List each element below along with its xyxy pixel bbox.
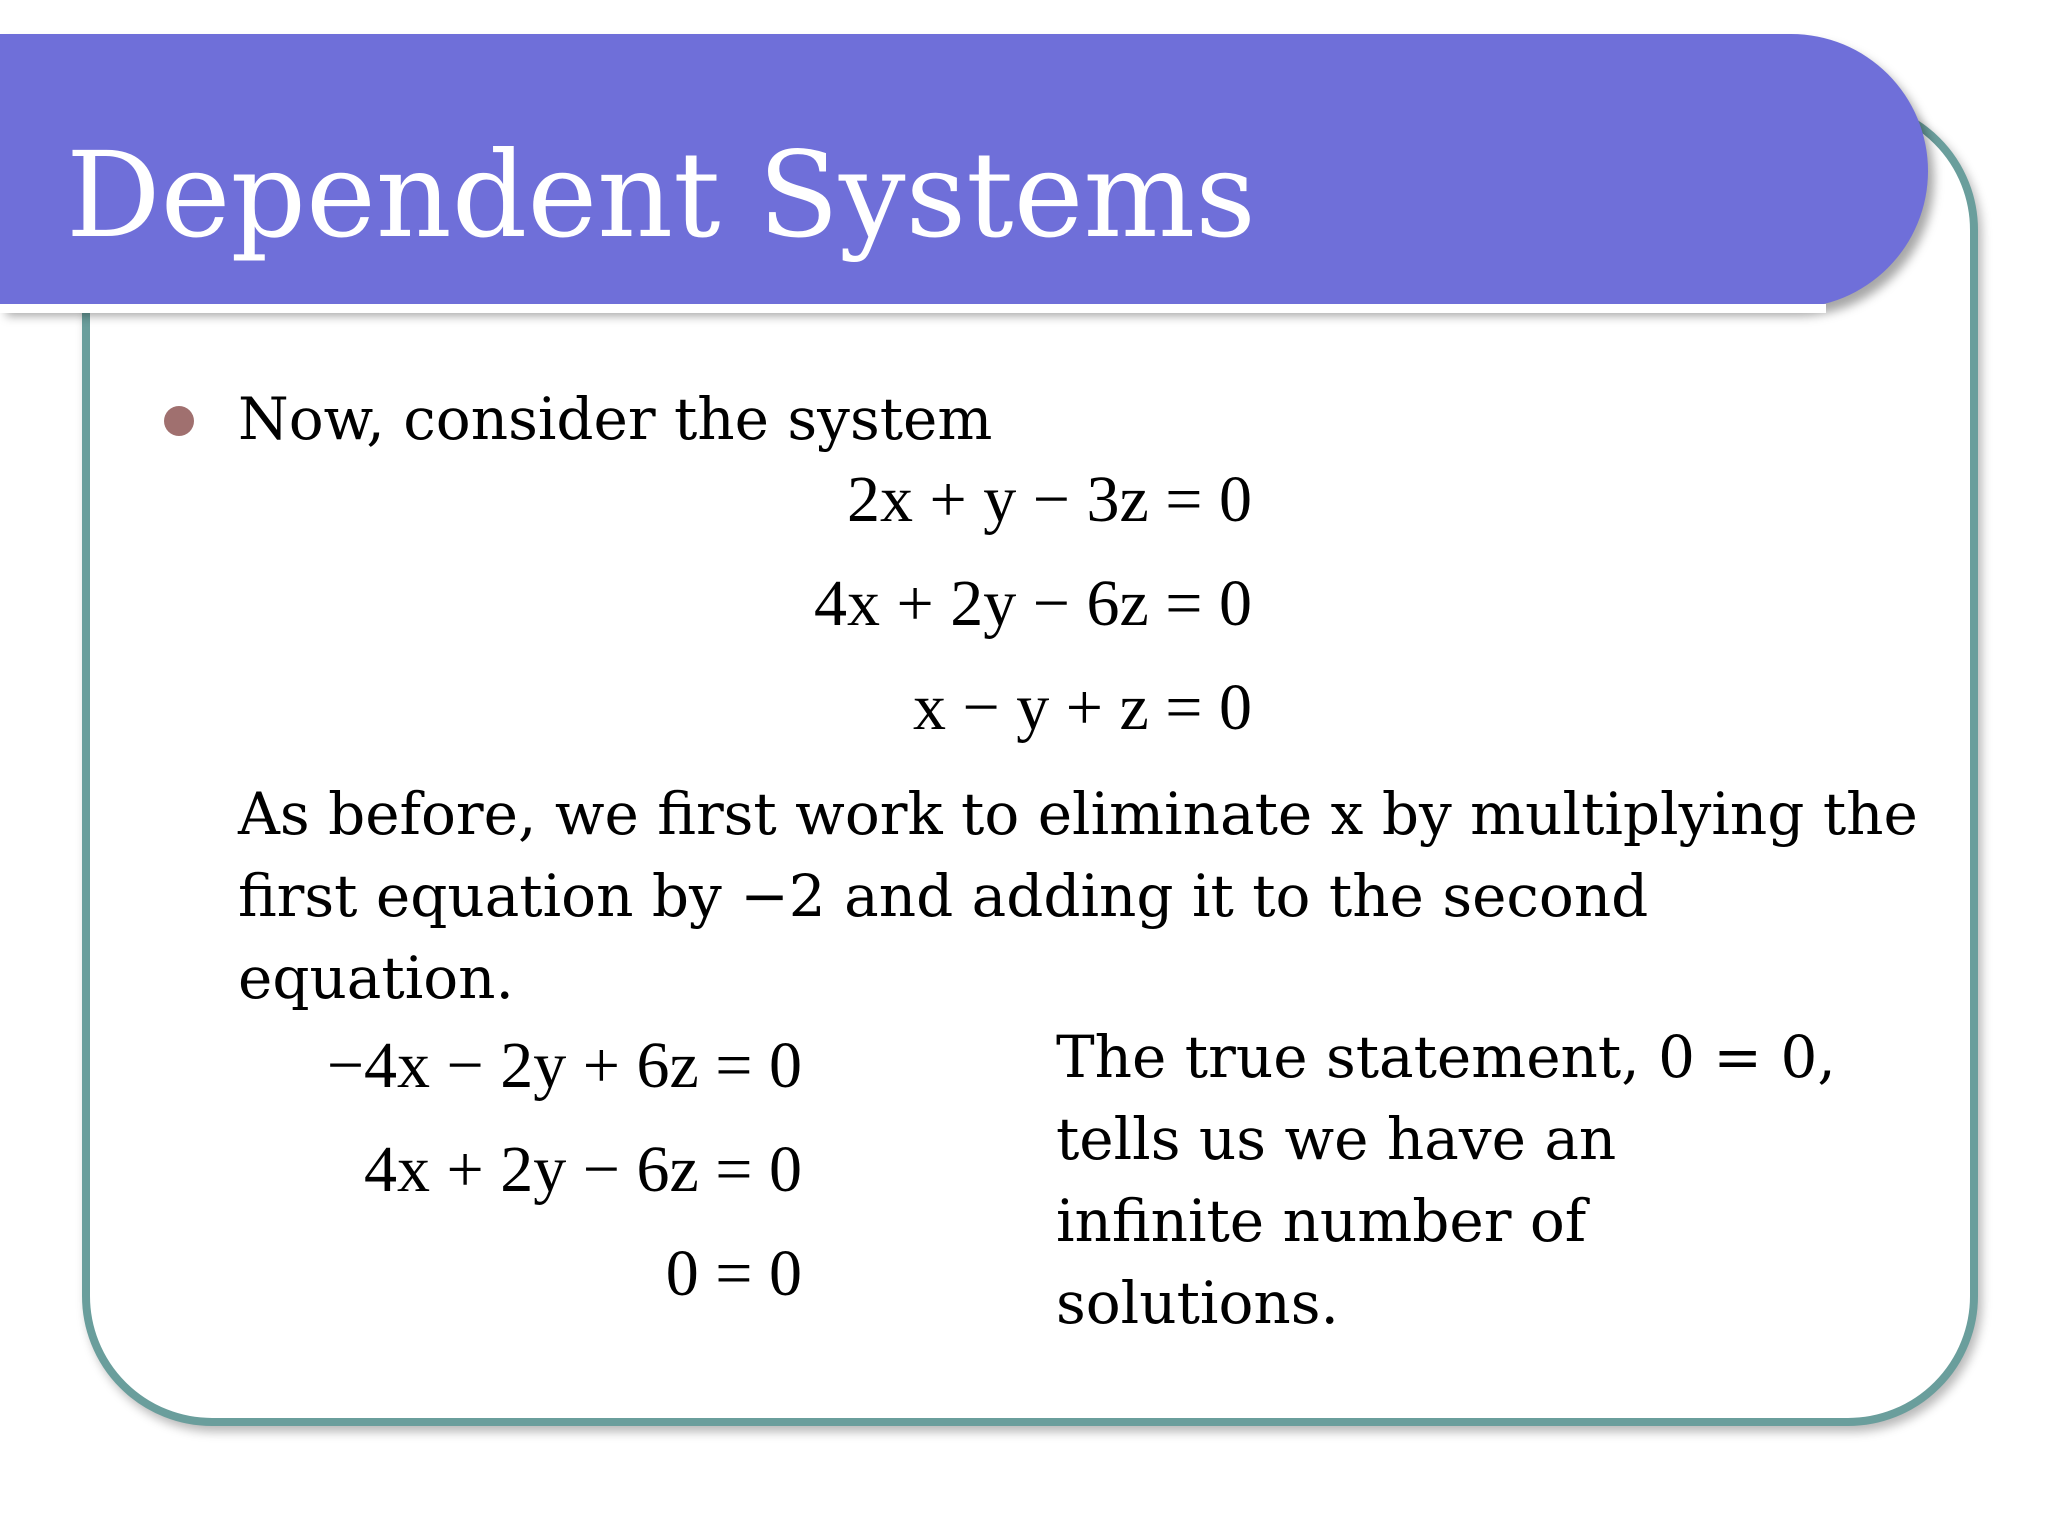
conclusion-line: The true statement, 0 = 0, bbox=[1056, 1023, 1836, 1091]
title-bar bbox=[0, 34, 1928, 308]
conclusion-text bbox=[1056, 1016, 1836, 1344]
explanation-paragraph bbox=[238, 773, 1938, 1019]
system-equation-1: 2x + y − 3z = 0 bbox=[847, 463, 1252, 536]
work-equation-3: 0 = 0 bbox=[665, 1237, 802, 1310]
system-equation-3: x − y + z = 0 bbox=[913, 671, 1252, 744]
work-equation-2: 4x + 2y − 6z = 0 bbox=[364, 1133, 802, 1206]
title-underline bbox=[0, 304, 1826, 313]
slide-title: Dependent Systems bbox=[66, 126, 1256, 264]
conclusion-line: solutions. bbox=[1056, 1269, 1339, 1337]
system-equation-2: 4x + 2y − 6z = 0 bbox=[814, 567, 1252, 640]
bullet-text: Now, consider the system bbox=[238, 385, 993, 453]
paragraph-line: equation. bbox=[238, 944, 514, 1012]
paragraph-line: first equation by −2 and adding it to the second bbox=[238, 862, 1649, 930]
bullet-icon bbox=[164, 406, 194, 436]
paragraph-line: As before, we first work to eliminate x by multiplying the bbox=[238, 780, 1918, 848]
conclusion-line: tells us we have an bbox=[1056, 1105, 1617, 1173]
conclusion-line: infinite number of bbox=[1056, 1187, 1587, 1255]
work-equation-1: −4x − 2y + 6z = 0 bbox=[326, 1029, 802, 1102]
